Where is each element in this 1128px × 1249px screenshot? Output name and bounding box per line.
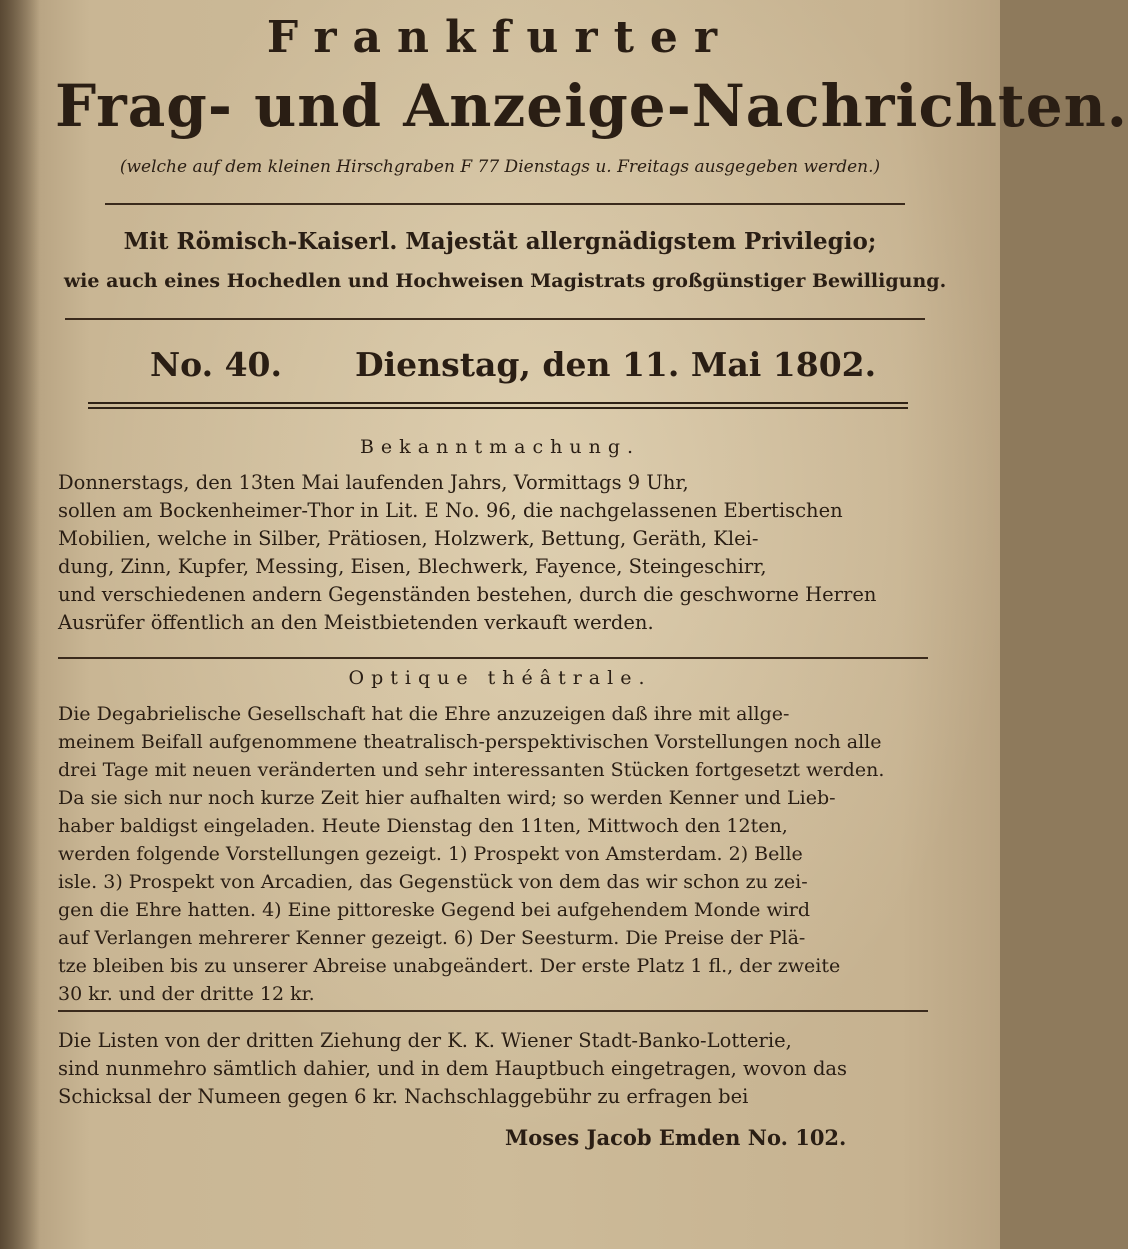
- masthead-subtitle: (welche auf dem kleinen Hirschgraben F 77 Dienstags u. Freitags ausgegeben werden.): [119, 157, 881, 177]
- text-line: tze bleiben bis zu unserer Abreise unabgeändert. Der erste Platz 1 fl., der zweite: [58, 955, 841, 977]
- text-line: 30 kr. und der dritte 12 kr.: [58, 983, 315, 1005]
- text-line: gen die Ehre hatten. 4) Eine pittoreske Gegend bei aufgehendem Monde wird: [58, 899, 811, 921]
- privilege-line1: Mit Römisch-Kaiserl. Majestät allergnädigstem Privilegio;: [123, 228, 877, 255]
- divider-rule: [65, 318, 925, 320]
- text-line: sind nunmehro sämtlich dahier, und in dem Hauptbuch eingetragen, wovon das: [58, 1057, 848, 1080]
- divider-rule: [105, 203, 905, 205]
- text-line: auf Verlangen mehrerer Kenner gezeigt. 6) Der Seesturm. Die Preise der Plä-: [58, 927, 806, 949]
- notice-text-lottery: [58, 1027, 847, 1111]
- issue-divider-rule: [88, 402, 908, 409]
- text-line: haber baldigst eingeladen. Heute Dienstag den 11ten, Mittwoch den 12ten,: [58, 815, 788, 837]
- issue-date: Dienstag, den 11. Mai 1802.: [355, 345, 877, 384]
- notice-heading-bekanntmachung: Bekanntmachung.: [359, 436, 641, 458]
- text-line: Mobilien, welche in Silber, Prätiosen, Holzwerk, Bettung, Geräth, Klei-: [58, 527, 759, 550]
- text-line: Die Degabrielische Gesellschaft hat die Ehre anzuzeigen daß ihre mit allge-: [58, 703, 790, 725]
- masthead-title-line1: Frankfurter: [266, 12, 734, 63]
- text-line: Donnerstags, den 13ten Mai laufenden Jahrs, Vormittags 9 Uhr,: [58, 471, 689, 494]
- divider-rule: [58, 1010, 928, 1012]
- issue-number: No. 40.: [150, 345, 282, 384]
- text-line: sollen am Bockenheimer-Thor in Lit. E No. 96, die nachgelassenen Ebertischen: [58, 499, 843, 522]
- text-line: werden folgende Vorstellungen gezeigt. 1) Prospekt von Amsterdam. 2) Belle: [58, 843, 803, 865]
- text-line: drei Tage mit neuen veränderten und sehr interessanten Stücken fortgesetzt werden.: [58, 759, 885, 781]
- text-line: isle. 3) Prospekt von Arcadien, das Gegenstück von dem das wir schon zu zei-: [58, 871, 808, 893]
- text-line: Schicksal der Numeen gegen 6 kr. Nachschlaggebühr zu erfragen bei: [58, 1085, 749, 1108]
- signature: Moses Jacob Emden No. 102.: [505, 1125, 847, 1150]
- text-line: dung, Zinn, Kupfer, Messing, Eisen, Blechwerk, Fayence, Steingeschirr,: [58, 555, 767, 578]
- binding-shadow: [0, 0, 40, 1249]
- text-line: Da sie sich nur noch kurze Zeit hier aufhalten wird; so werden Kenner und Lieb-: [58, 787, 836, 809]
- text-line: und verschiedenen andern Gegenständen bestehen, durch die geschworne Herren: [58, 583, 877, 606]
- text-line: Die Listen von der dritten Ziehung der K. K. Wiener Stadt-Banko-Lotterie,: [58, 1029, 792, 1052]
- notice-text-auction: [58, 469, 876, 637]
- notice-text-optique: [58, 700, 884, 1008]
- text-line: meinem Beifall aufgenommene theatralisch-perspektivischen Vorstellungen noch alle: [58, 731, 882, 753]
- text-line: Ausrüfer öffentlich an den Meistbietenden verkauft werden.: [58, 611, 654, 634]
- privilege-line2: wie auch eines Hochedlen und Hochweisen Magistrats großgünstiger Bewilligung.: [63, 270, 947, 292]
- masthead-title-line2: Frag- und Anzeige-Nachrichten.: [55, 72, 1128, 140]
- notice-heading-optique: Optique théâtrale.: [348, 667, 652, 689]
- divider-rule: [58, 657, 928, 659]
